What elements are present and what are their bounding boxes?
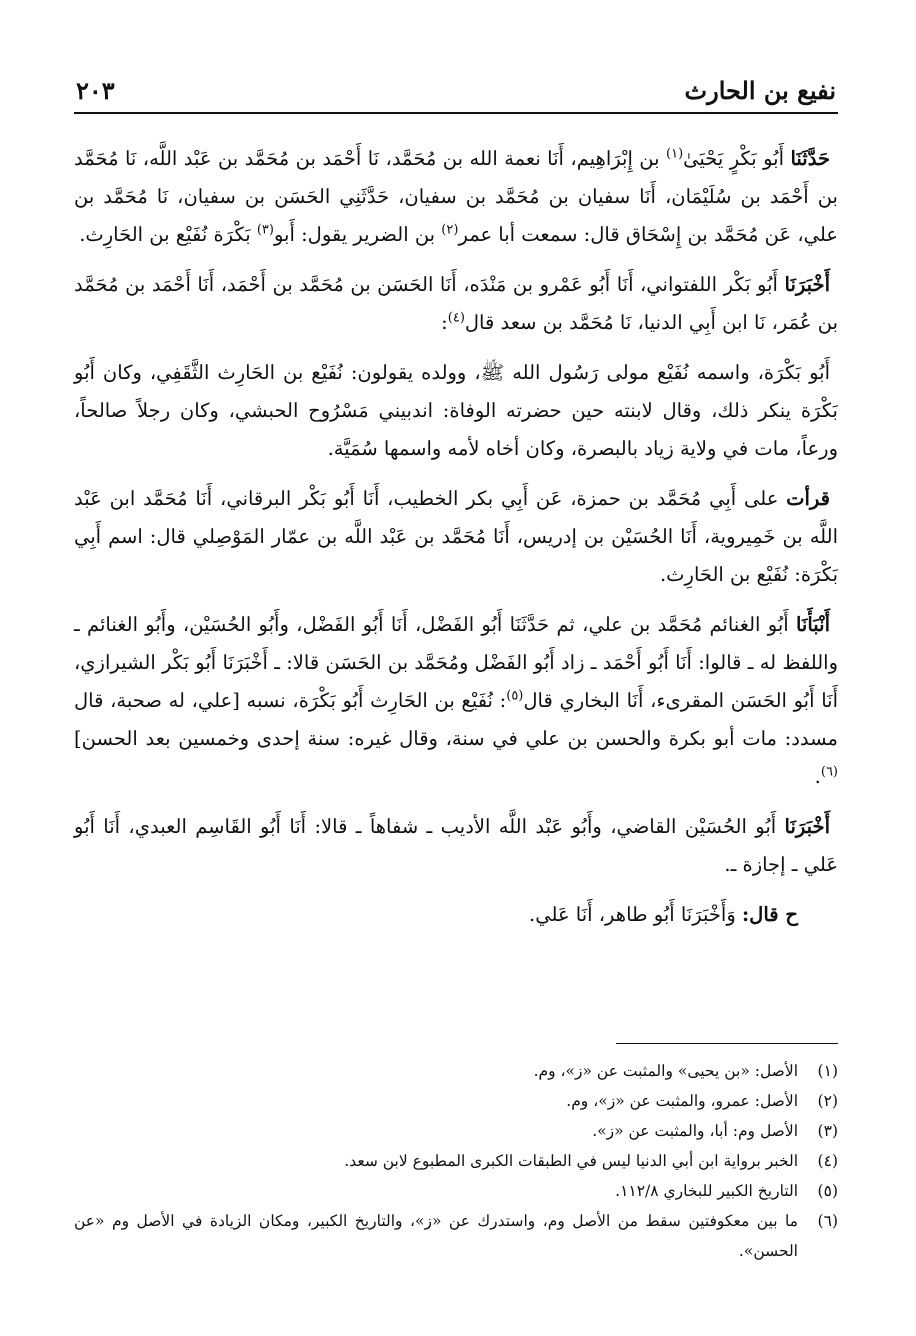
- footnote-number: (٦): [817, 1212, 838, 1230]
- footnote-item: [74, 1086, 838, 1116]
- footnote-ref: (١): [666, 146, 684, 162]
- paragraph-text: : نُفَيْع بن الحَارِث أَبُو بَكْرَة، نسبه [علي، له صحبة، قال مسدد: مات أبو بكرة والحسن بن علي في سنة، وقال غيره: سنة إحدى وخمسين بعد الحسن]: [74, 689, 838, 750]
- footnote-ref: (٢): [441, 222, 459, 238]
- footnote-number: (٣): [817, 1122, 838, 1140]
- paragraph-text: أَبُو الغنائم مُحَمَّد بن علي، ثم حَدَّثَنَا أَبُو الفَضْل، أَنَا أَبُو الفَضْل، وأَبُو الحُسَيْن، وأَبُو الغنائم ـ واللفظ له ـ قالوا: أَنَا أَبُو أَحْمَد ـ زاد أَبُو الفَضْل ومُحَمَّد بن الحَسَن قالا: ـ أَخْبَرَنَا أَبُو بَكْر الشيرازي، أَنَا أَبُو الحَسَن المقرىء، أَنَا البخاري قال: [74, 613, 838, 712]
- paragraph-lead: أَخْبَرَنَا: [784, 815, 830, 838]
- paragraph-text: أَبُو بَكْرٍ يَحْيَىٰ: [683, 147, 791, 170]
- footnote-number: (٥): [817, 1182, 838, 1200]
- page-header: [74, 76, 838, 114]
- paragraph-lead: قرأت: [786, 487, 830, 510]
- main-text: [74, 140, 838, 946]
- paragraph-lead: ح قال:: [741, 903, 798, 926]
- paragraph-text: بَكْرَة نُفَيْع بن الحَارِث.: [79, 223, 257, 246]
- paragraph-2: [74, 266, 838, 342]
- footnote-text: الأصل: عمرو، والمثبت عن «ز»، وم.: [566, 1092, 798, 1110]
- footnote-number: (١): [817, 1062, 838, 1080]
- paragraph-text: وَأَخْبَرَنَا أَبُو طاهر، أَنَا عَلي.: [529, 903, 742, 926]
- footnote-number: (٢): [817, 1092, 838, 1110]
- footnote-item: [74, 1116, 838, 1146]
- page-number: ٢٠٣: [76, 76, 115, 105]
- paragraph-lead: أَخْبَرَنَا: [784, 273, 830, 296]
- footnote-number: (٤): [817, 1152, 838, 1170]
- footnote-ref: (٣): [256, 222, 274, 238]
- footnote-item: [74, 1176, 838, 1206]
- footnote-item: [74, 1146, 838, 1176]
- paragraph-text: :: [441, 311, 448, 334]
- paragraph-text: أَبُو بَكْر اللفتواني، أَنَا أَبُو عَمْرو بن مَنْدَه، أَنَا الحَسَن بن مُحَمَّد بن أَحْمَد، أَنَا أَحْمَد بن مُحَمَّد بن عُمَر، نَا ابن أَبِي الدنيا، نَا مُحَمَّد بن سعد قال: [74, 273, 838, 334]
- footnote-text: الخبر برواية ابن أبي الدنيا ليس في الطبقات الكبرى المطبوع لابن سعد.: [344, 1152, 798, 1170]
- paragraph-5: [74, 606, 838, 796]
- footnotes: [74, 1056, 838, 1266]
- paragraph-text: بن إِبْرَاهِيم، أَنَا نعمة الله بن مُحَمَّد، نَا أَحْمَد بن مُحَمَّد بن عَبْد اللَّه، نَا مُحَمَّد بن أَحْمَد بن سُلَيْمَان، أَنَا سفيان بن مُحَمَّد بن سفيان، حَدَّثَنِي الحَسَن بن سفيان، نَا مُحَمَّد بن علي، عَن مُحَمَّد بن إِسْحَاق قال: سمعت أبا عمر: [74, 147, 838, 246]
- footnote-ref: (٤): [447, 310, 465, 326]
- footnote-text: الأصل وم: أبا، والمثبت عن «ز».: [592, 1122, 798, 1140]
- paragraph-text: على أَبِي مُحَمَّد بن حمزة، عَن أَبِي بكر الخطيب، أَنَا أَبُو بَكْر البرقاني، أَنَا مُحَمَّد ابن عَبْد اللَّه بن خَمِيروية، أَنَا الحُسَيْن بن إدريس، أَنَا مُحَمَّد بن عَبْد اللَّه بن عمّار المَوْصِلي قال: اسم أَبِي بَكْرَة: نُفَيْع بن الحَارِث.: [74, 487, 838, 586]
- paragraph-3: [74, 354, 838, 468]
- footnote-item: [74, 1056, 838, 1086]
- footnote-separator: [616, 1043, 838, 1044]
- footnote-ref: (٥): [506, 688, 524, 704]
- paragraph-lead: أَنْبَأَنَا: [795, 613, 830, 636]
- footnote-text: التاريخ الكبير للبخاري ١١٢/٨.: [615, 1182, 798, 1200]
- paragraph-7: [74, 896, 838, 934]
- paragraph-text: أَبُو بَكْرَة، واسمه نُفَيْع مولى رَسُول الله ﷺ، وولده يقولون: نُفَيْع بن الحَارِث الثَّقَفِي، وكان أَبُو بَكْرَة ينكر ذلك، وقال لابنته حين حضرته الوفاة: اندبيني مَسْرُوح الحبشي، وكان رجلاً صالحاً، ورعاً، مات في ولاية زياد بالبصرة، وكان أخاه لأمه واسمها سُمَيَّة.: [74, 361, 838, 460]
- footnote-text: ما بين معكوفتين سقط من الأصل وم، واستدرك عن «ز»، والتاريخ الكبير، ومكان الزيادة في الأصل وم «عن الحسن».: [74, 1212, 798, 1260]
- paragraph-text: أَبُو الحُسَيْن القاضي، وأَبُو عَبْد اللَّه الأديب ـ شفاهاً ـ قالا: أَنَا أَبُو القَاسِم العبدي، أَنَا أَبُو عَلي ـ إجازة ـ.: [74, 815, 838, 876]
- paragraph-6: [74, 808, 838, 884]
- paragraph-text: .: [814, 765, 821, 788]
- paragraph-text: بن الضرير يقول: أَبو: [273, 223, 442, 246]
- footnote-item: [74, 1206, 838, 1266]
- paragraph-lead: حَدَّثَنَا: [790, 147, 831, 170]
- paragraph-1: [74, 140, 838, 254]
- running-title: نفيع بن الحارث: [684, 76, 836, 105]
- footnote-ref: (٦): [820, 764, 838, 780]
- paragraph-4: [74, 480, 838, 594]
- footnote-text: الأصل: «بن يحيى» والمثبت عن «ز»، وم.: [533, 1062, 798, 1080]
